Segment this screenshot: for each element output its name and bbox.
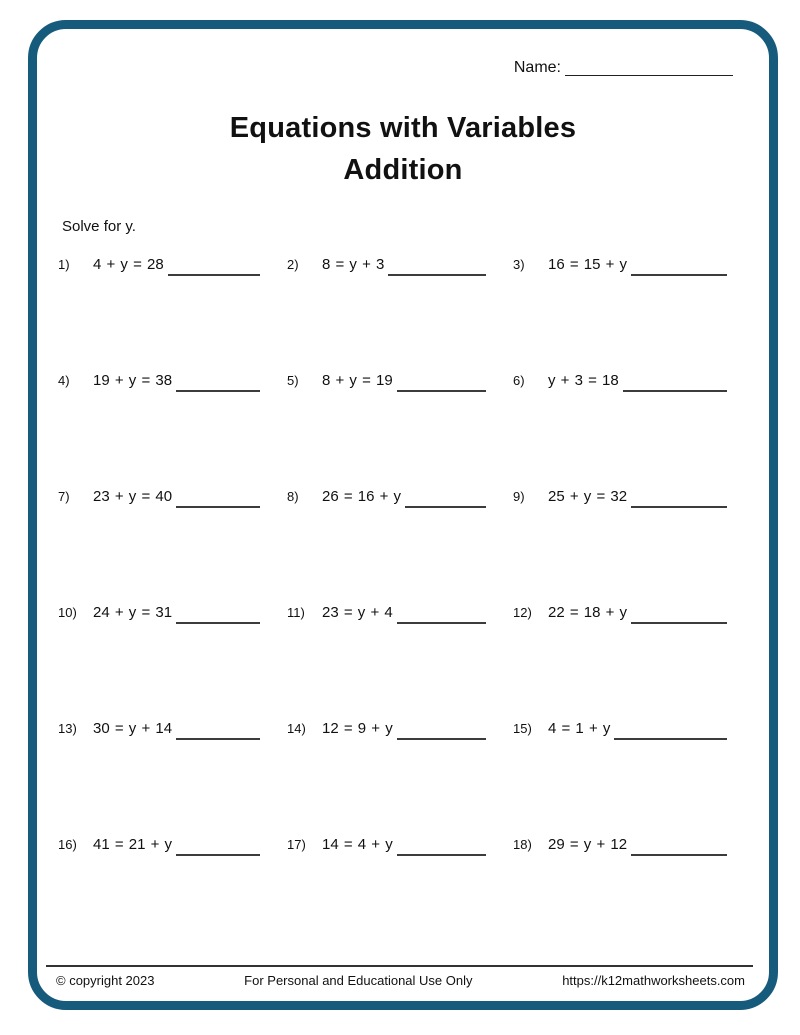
- answer-blank-line: [397, 854, 486, 856]
- answer-blank-line: [388, 274, 486, 276]
- answer-blank-line: [176, 506, 260, 508]
- problem-number: 7): [58, 489, 70, 505]
- problem-cell: [513, 485, 727, 505]
- problem-equation: 4 + y = 28: [93, 255, 164, 273]
- answer-blank-line: [631, 622, 727, 624]
- problem-number: 13): [58, 721, 77, 737]
- answer-blank-line: [176, 854, 260, 856]
- instructions-text: Solve for y.: [62, 218, 136, 235]
- problem-number: 12): [513, 605, 532, 621]
- problem-cell: [287, 369, 486, 389]
- problem-cell: [58, 253, 260, 273]
- answer-blank-line: [631, 506, 727, 508]
- worksheet-title: [37, 107, 769, 191]
- problem-number: 8): [287, 489, 299, 505]
- problem-cell: [287, 833, 486, 853]
- problems-grid: [58, 253, 727, 949]
- problem-number: 10): [58, 605, 77, 621]
- answer-blank-line: [631, 274, 727, 276]
- problem-cell: [513, 369, 727, 389]
- answer-blank-line: [631, 854, 727, 856]
- problem-equation: 24 + y = 31: [93, 603, 173, 621]
- name-blank-line: [565, 75, 733, 76]
- problem-number: 18): [513, 837, 532, 853]
- usage-text: For Personal and Educational Use Only: [244, 973, 473, 988]
- problem-cell: [58, 485, 260, 505]
- page-footer: [46, 965, 753, 988]
- problem-equation: 4 = 1 + y: [548, 719, 611, 737]
- answer-blank-line: [176, 738, 260, 740]
- answer-blank-line: [623, 390, 727, 392]
- problem-cell: [58, 717, 260, 737]
- problem-number: 2): [287, 257, 299, 273]
- problem-cell: [287, 717, 486, 737]
- problem-number: 9): [513, 489, 525, 505]
- problem-equation: 19 + y = 38: [93, 371, 173, 389]
- problem-cell: [513, 833, 727, 853]
- problem-equation: 30 = y + 14: [93, 719, 173, 737]
- answer-blank-line: [176, 390, 260, 392]
- problem-number: 16): [58, 837, 77, 853]
- answer-blank-line: [397, 622, 486, 624]
- problem-number: 4): [58, 373, 70, 389]
- problem-number: 14): [287, 721, 306, 737]
- problem-equation: 16 = 15 + y: [548, 255, 628, 273]
- title-line-2: Addition: [343, 154, 463, 186]
- problem-number: 15): [513, 721, 532, 737]
- worksheet-page-border: [28, 20, 778, 1010]
- problem-equation: 8 = y + 3: [322, 255, 385, 273]
- problem-number: 5): [287, 373, 299, 389]
- answer-blank-line: [168, 274, 260, 276]
- answer-blank-line: [405, 506, 486, 508]
- title-line-1: Equations with Variables: [229, 112, 577, 144]
- problem-equation: 26 = 16 + y: [322, 487, 402, 505]
- problem-cell: [513, 717, 727, 737]
- footer-divider: [46, 965, 753, 967]
- website-url: https://k12mathworksheets.com: [562, 973, 745, 988]
- footer-row: [46, 973, 753, 988]
- problem-cell: [58, 833, 260, 853]
- problem-cell: [513, 601, 727, 621]
- answer-blank-line: [176, 622, 260, 624]
- name-row: [514, 59, 733, 77]
- problem-equation: 12 = 9 + y: [322, 719, 393, 737]
- answer-blank-line: [614, 738, 727, 740]
- problem-equation: 29 = y + 12: [548, 835, 628, 853]
- copyright-text: © copyright 2023: [56, 973, 155, 988]
- problem-equation: 41 = 21 + y: [93, 835, 173, 853]
- problem-cell: [287, 253, 486, 273]
- problem-cell: [513, 253, 727, 273]
- answer-blank-line: [397, 738, 486, 740]
- problem-equation: y + 3 = 18: [548, 371, 619, 389]
- problem-equation: 25 + y = 32: [548, 487, 628, 505]
- problem-equation: 14 = 4 + y: [322, 835, 393, 853]
- problem-equation: 23 = y + 4: [322, 603, 393, 621]
- problem-cell: [58, 601, 260, 621]
- problem-number: 3): [513, 257, 525, 273]
- problem-cell: [287, 601, 486, 621]
- name-label: Name:: [513, 59, 561, 76]
- problem-number: 17): [287, 837, 306, 853]
- answer-blank-line: [397, 390, 486, 392]
- problem-cell: [287, 485, 486, 505]
- problem-equation: 23 + y = 40: [93, 487, 173, 505]
- problem-cell: [58, 369, 260, 389]
- problem-number: 6): [513, 373, 525, 389]
- problem-number: 1): [58, 257, 70, 273]
- problem-number: 11): [287, 605, 305, 621]
- problem-equation: 22 = 18 + y: [548, 603, 628, 621]
- problem-equation: 8 + y = 19: [322, 371, 393, 389]
